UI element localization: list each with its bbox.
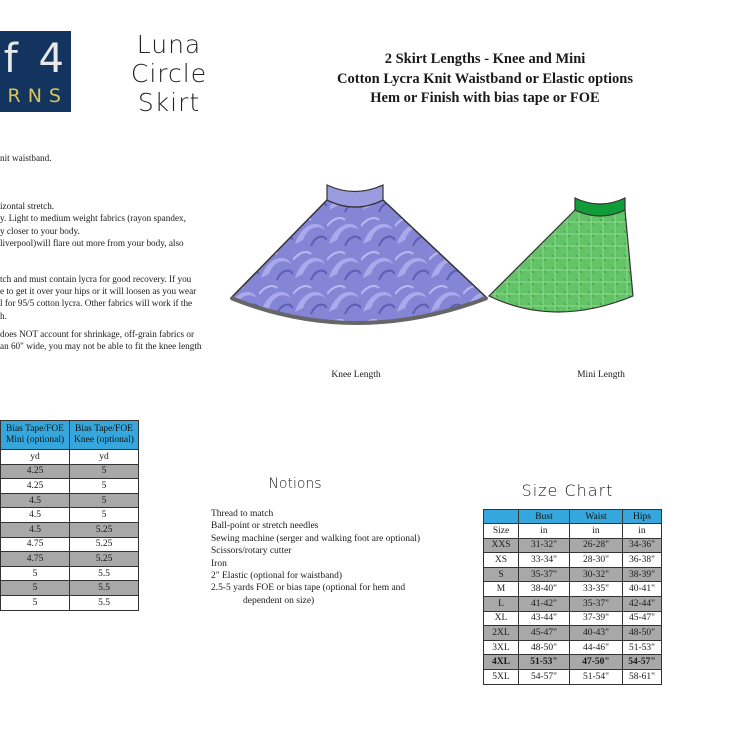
- table-cell: 37-39": [570, 611, 623, 626]
- table-cell: 5.5: [70, 595, 139, 610]
- table-header: Waist: [570, 510, 623, 524]
- intro-line: tch and must contain lycra for good recovery. If you: [0, 274, 192, 285]
- intro-line: l for 95/5 cotton lycra. Other fabrics will work if the: [0, 298, 193, 309]
- header-line: 2 Skirt Lengths - Knee and Mini: [384, 51, 586, 67]
- table-cell: XS: [484, 553, 519, 568]
- intro-line: liverpool)will flare out more from your body, also: [0, 237, 184, 248]
- table-row: [484, 553, 662, 568]
- table-cell: 5: [70, 479, 139, 494]
- table-row: [1, 595, 139, 610]
- table-cell: 5.25: [70, 552, 139, 567]
- knee-caption: Knee Length: [331, 370, 381, 380]
- table-cell: 4.25: [1, 464, 70, 479]
- table-cell: 54-57": [623, 655, 662, 670]
- table-row: [484, 611, 662, 626]
- table-cell: L: [484, 596, 519, 611]
- pattern-title: [110, 30, 228, 117]
- title-line: Luna: [136, 30, 202, 59]
- table-cell: 47-50": [570, 655, 623, 670]
- intro-text: [0, 152, 235, 352]
- table-row: [1, 537, 139, 552]
- table-cell: 4XL: [484, 655, 519, 670]
- list-item: dependent on size): [243, 595, 315, 606]
- table-header: Bias Tape/FOE Knee (optional): [70, 421, 139, 450]
- table-cell: 3XL: [484, 640, 519, 655]
- intro-line: izontal stretch.: [0, 201, 55, 212]
- intro-line: h.: [0, 310, 7, 321]
- logo-number: f 4: [3, 36, 68, 82]
- table-header: [484, 510, 519, 524]
- table-cell: 4.25: [1, 479, 70, 494]
- table-row: [1, 464, 139, 479]
- intro-line: nit waistband.: [0, 153, 52, 163]
- knee-skirt-waistband: [327, 185, 383, 207]
- table-cell: yd: [70, 450, 139, 465]
- mini-caption: Mini Length: [577, 370, 625, 380]
- skirt-illustrations: [225, 180, 645, 330]
- table-cell: 28-30": [570, 553, 623, 568]
- table-cell: 45-47": [519, 626, 570, 641]
- table-cell: 5.25: [70, 522, 139, 537]
- table-cell: 35-37": [570, 596, 623, 611]
- table-cell: 31-32": [519, 538, 570, 553]
- table-cell: 4.5: [1, 522, 70, 537]
- title-line: Circle: [130, 59, 208, 88]
- title-line: Skirt: [137, 88, 201, 117]
- table-cell: in: [570, 524, 623, 539]
- table-cell: 51-53": [519, 655, 570, 670]
- notions-list: [211, 508, 471, 607]
- intro-line: an 60" wide, you may not be able to fit the knee length: [0, 341, 202, 352]
- table-cell: 26-28": [570, 538, 623, 553]
- table-row: [1, 522, 139, 537]
- table-cell: 33-35": [570, 582, 623, 597]
- table-row: [1, 479, 139, 494]
- table-cell: 5: [1, 595, 70, 610]
- header-line: Hem or Finish with bias tape or FOE: [370, 90, 600, 106]
- table-cell: Size: [484, 524, 519, 539]
- pattern-header: [300, 50, 670, 109]
- table-cell: in: [519, 524, 570, 539]
- table-row: [1, 581, 139, 596]
- table-cell: 5.5: [70, 581, 139, 596]
- table-row: [1, 508, 139, 523]
- table-cell: 5: [70, 508, 139, 523]
- table-row: [1, 566, 139, 581]
- table-cell: 45-47": [623, 611, 662, 626]
- table-cell: 30-32": [570, 567, 623, 582]
- table-cell: M: [484, 582, 519, 597]
- table-cell: 5: [1, 566, 70, 581]
- table-cell: S: [484, 567, 519, 582]
- table-header: Bust: [519, 510, 570, 524]
- table-cell: 36-38": [623, 553, 662, 568]
- table-cell: 58-61": [623, 669, 662, 684]
- table-row: [484, 669, 662, 684]
- table-cell: 5: [70, 493, 139, 508]
- mini-skirt-waistband: [575, 198, 625, 216]
- table-cell: 51-54": [570, 669, 623, 684]
- table-cell: XL: [484, 611, 519, 626]
- table-cell: 34-36": [623, 538, 662, 553]
- table-cell: 44-46": [570, 640, 623, 655]
- table-cell: yd: [1, 450, 70, 465]
- table-row: [484, 596, 662, 611]
- table-cell: 54-57": [519, 669, 570, 684]
- table-cell: 5.25: [70, 537, 139, 552]
- table-row: [1, 493, 139, 508]
- table-cell: 4.5: [1, 493, 70, 508]
- table-row: [484, 640, 662, 655]
- table-cell: 2XL: [484, 626, 519, 641]
- brand-logo: [0, 31, 71, 112]
- table-row: [484, 567, 662, 582]
- intro-line: does NOT account for shrinkage, off-grain fabrics or: [0, 328, 195, 339]
- intro-line: y. Light to medium weight fabrics (rayon spandex,: [0, 213, 186, 224]
- size-chart-table: [483, 509, 662, 685]
- table-cell: 4.75: [1, 552, 70, 567]
- table-cell: 33-34": [519, 553, 570, 568]
- table-cell: 5.5: [70, 566, 139, 581]
- table-cell: 48-50": [623, 626, 662, 641]
- mini-skirt-body: [489, 210, 633, 312]
- table-row: [484, 524, 662, 539]
- table-cell: 5XL: [484, 669, 519, 684]
- table-cell: 43-44": [519, 611, 570, 626]
- logo-sub-text: RNS: [7, 85, 68, 107]
- table-row: [1, 552, 139, 567]
- table-row: [484, 538, 662, 553]
- list-item: Sewing machine (serger and walking foot are optional): [211, 533, 421, 544]
- list-item: Ball-point or stretch needles: [211, 521, 319, 532]
- table-cell: 51-53": [623, 640, 662, 655]
- table-cell: 48-50": [519, 640, 570, 655]
- table-cell: 41-42": [519, 596, 570, 611]
- table-cell: 4.5: [1, 508, 70, 523]
- size-chart-title: Size Chart: [521, 481, 614, 500]
- list-item: Scissors/rotary cutter: [211, 546, 292, 557]
- table-cell: 35-37": [519, 567, 570, 582]
- table-cell: 40-41": [623, 582, 662, 597]
- table-header: Hips: [623, 510, 662, 524]
- table-row: [484, 582, 662, 597]
- list-item: Thread to match: [211, 509, 274, 519]
- table-row: [1, 450, 139, 465]
- intro-line: y closer to your body.: [0, 225, 80, 236]
- table-cell: 4.75: [1, 537, 70, 552]
- table-cell: 38-39": [623, 567, 662, 582]
- table-row: [484, 626, 662, 641]
- table-cell: 42-44": [623, 596, 662, 611]
- intro-line: e to get it over your hips or it will loosen as you wear: [0, 286, 197, 297]
- fabric-requirements-table: [0, 420, 139, 611]
- table-header: Bias Tape/FOE Mini (optional): [1, 421, 70, 450]
- table-cell: XXS: [484, 538, 519, 553]
- list-item: Iron: [211, 558, 227, 569]
- table-cell: 5: [70, 464, 139, 479]
- list-item: 2" Elastic (optional for waistband): [211, 571, 343, 582]
- list-item: 2.5-5 yards FOE or bias tape (optional for hem and: [211, 583, 406, 594]
- table-cell: 38-40": [519, 582, 570, 597]
- table-cell: 40-43": [570, 626, 623, 641]
- table-row: [484, 655, 662, 670]
- table-cell: 5: [1, 581, 70, 596]
- notions-title: Notions: [268, 476, 322, 492]
- knee-skirt-body: [231, 200, 487, 323]
- table-cell: in: [623, 524, 662, 539]
- header-line: Cotton Lycra Knit Waistband or Elastic options: [337, 70, 633, 87]
